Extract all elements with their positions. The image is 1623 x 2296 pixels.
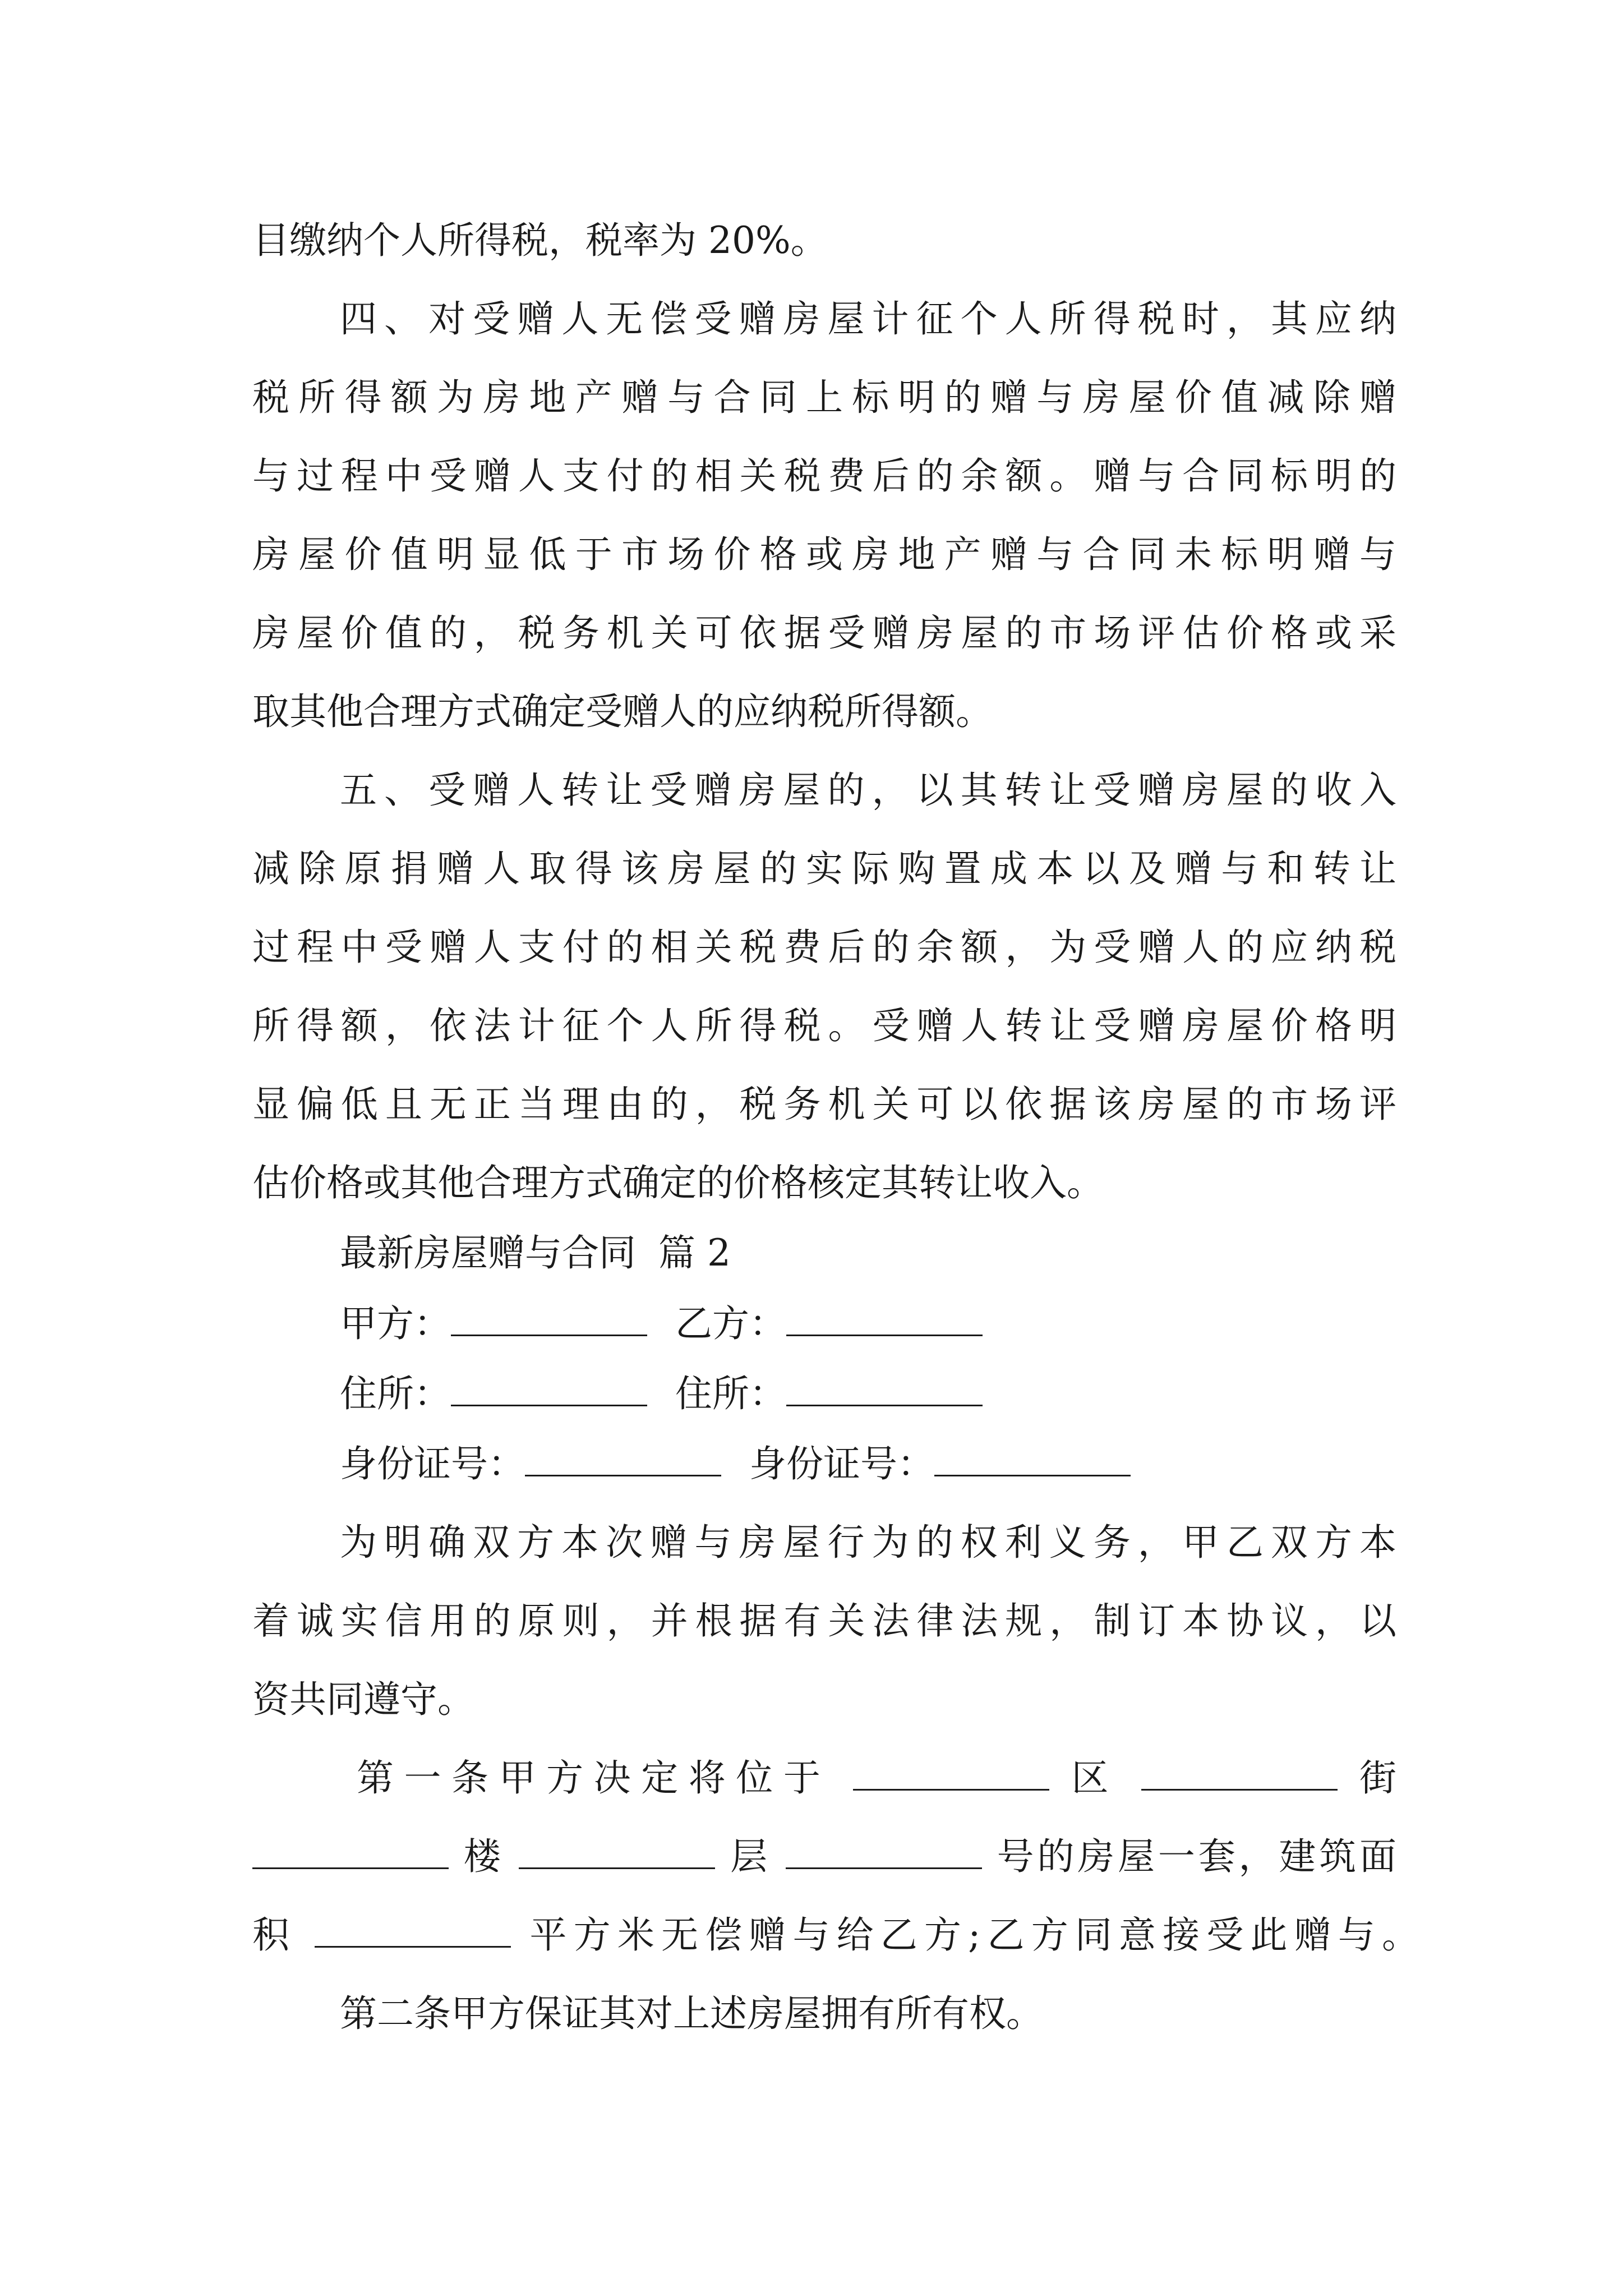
blank-line bbox=[934, 1430, 1131, 1476]
blank-line bbox=[786, 1360, 983, 1406]
article-1-text: 积 bbox=[252, 1913, 297, 1957]
paragraph-line: 减除原捐赠人取得该房屋的实际购置成本以及赠与和转让 bbox=[252, 847, 1396, 890]
paragraph-line: 估价格或其他合理方式确定的价格核定其转让收入。 bbox=[252, 1161, 1104, 1204]
paragraph-line: 四、对受赠人无偿受赠房屋计征个人所得税时，其应纳 bbox=[340, 297, 1396, 341]
paragraph-line: 为明确双方本次赠与房屋行为的权利义务，甲乙双方本 bbox=[340, 1521, 1396, 1564]
article-1-text: 平方米无偿赠与给乙方;乙方同意接受此赠与。 bbox=[529, 1913, 1419, 1957]
article-1-text: 层 bbox=[730, 1835, 771, 1878]
paragraph-line: 五、受赠人转让受赠房屋的，以其转让受赠房屋的收入 bbox=[340, 769, 1396, 812]
party-b-label: 乙方： bbox=[675, 1302, 786, 1345]
blank-line bbox=[853, 1744, 1049, 1791]
article-1-text: 街 bbox=[1359, 1756, 1397, 1800]
blank-line bbox=[786, 1823, 982, 1869]
party-a-label: 甲方： bbox=[340, 1302, 451, 1345]
article-1-line bbox=[252, 1896, 1419, 1975]
address-b-label: 住所： bbox=[675, 1372, 786, 1415]
blank-line bbox=[1141, 1744, 1338, 1791]
paragraph-line: 与过程中受赠人支付的相关税费后的余额。赠与合同标明的 bbox=[252, 454, 1396, 498]
blank-line bbox=[252, 1823, 449, 1869]
blank-line bbox=[315, 1901, 511, 1948]
paragraph-line: 税所得额为房地产赠与合同上标明的赠与房屋价值减除赠 bbox=[252, 376, 1396, 419]
paragraph-line: 过程中受赠人支付的相关税费后的余额，为受赠人的应纳税 bbox=[252, 926, 1396, 969]
paragraph-line: 资共同遵守。 bbox=[252, 1678, 474, 1721]
article-1-text: 区 bbox=[1071, 1756, 1119, 1800]
address-line bbox=[340, 1355, 1396, 1433]
blank-line bbox=[786, 1290, 983, 1336]
id-line bbox=[340, 1425, 1396, 1503]
paragraph-line: 房屋价值明显低于市场价格或房地产赠与合同未标明赠与 bbox=[252, 533, 1396, 576]
paragraph-line: 着诚实信用的原则，并根据有关法律法规，制订本协议，以 bbox=[252, 1599, 1396, 1642]
blank-line bbox=[451, 1360, 647, 1406]
section-part: 篇 2 bbox=[658, 1231, 731, 1274]
party-line bbox=[340, 1285, 1396, 1363]
blank-line bbox=[519, 1823, 715, 1869]
section-title: 最新房屋赠与合同 bbox=[340, 1231, 636, 1274]
article-1-line bbox=[252, 1818, 1396, 1896]
blank-line bbox=[451, 1290, 647, 1336]
paragraph-line: 显偏低且无正当理由的，税务机关可以依据该房屋的市场评 bbox=[252, 1083, 1396, 1126]
article-1-text: 楼 bbox=[463, 1835, 504, 1878]
article-1-text: 第一条甲方决定将位于 bbox=[357, 1756, 831, 1800]
address-a-label: 住所： bbox=[340, 1372, 451, 1415]
paragraph-line: 目缴纳个人所得税，税率为 20%。 bbox=[252, 219, 828, 262]
paragraph-line: 房屋价值的，税务机关可依据受赠房屋的市场评估价格或采 bbox=[252, 611, 1396, 655]
id-b-label: 身份证号： bbox=[749, 1442, 934, 1485]
article-1-text: 号的房屋一套，建筑面 bbox=[997, 1835, 1396, 1878]
blank-line bbox=[525, 1430, 721, 1476]
id-a-label: 身份证号： bbox=[340, 1442, 525, 1485]
section-heading bbox=[340, 1214, 1396, 1292]
paragraph-line: 取其他合理方式确定受赠人的应纳税所得额。 bbox=[252, 690, 993, 733]
paragraph-line: 所得额，依法计征个人所得税。受赠人转让受赠房屋价格明 bbox=[252, 1004, 1396, 1047]
article-2-line: 第二条甲方保证其对上述房屋拥有所有权。 bbox=[340, 1992, 1043, 2035]
article-1-line bbox=[357, 1739, 1396, 1818]
